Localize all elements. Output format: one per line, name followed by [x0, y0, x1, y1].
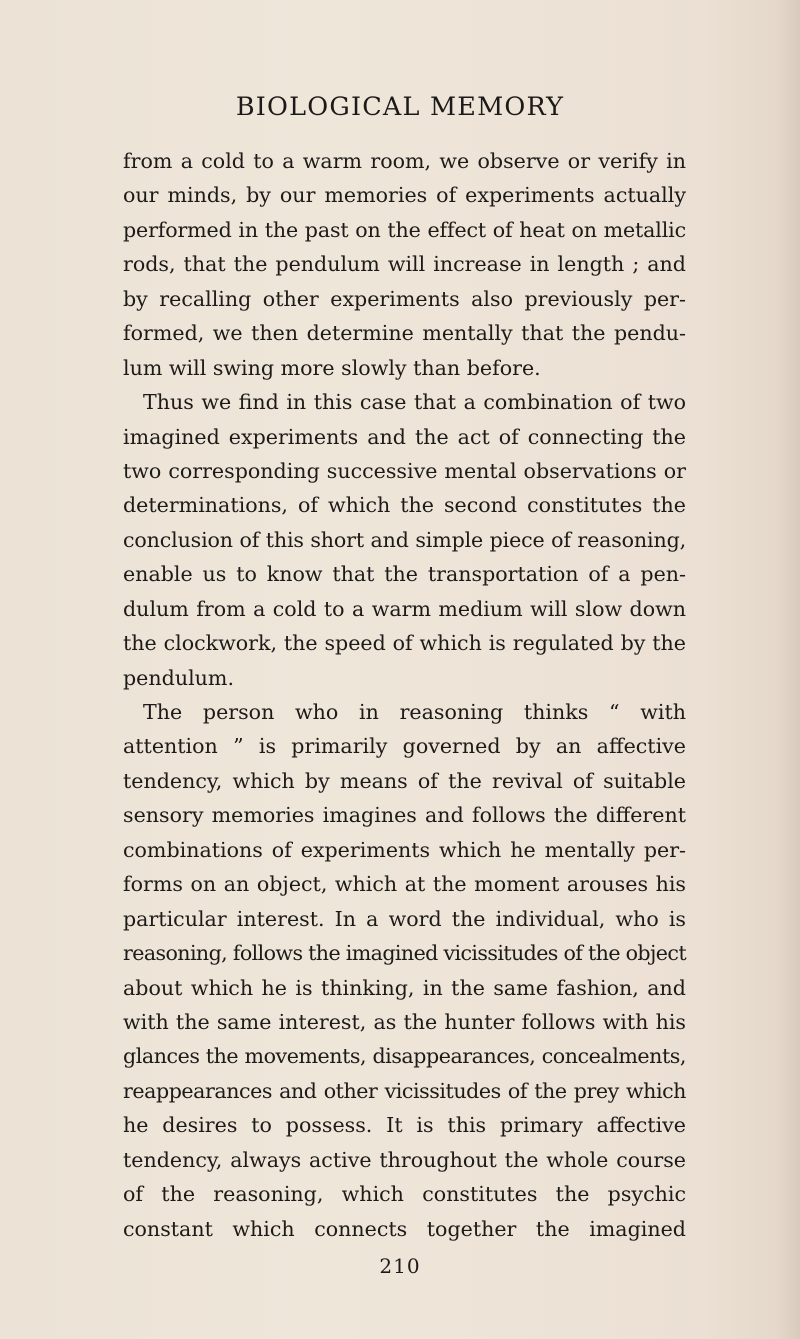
text-line: Thus we find in this case that a combination of two [143, 390, 686, 415]
text-line: forms on an object, which at the moment arouses his [123, 872, 686, 897]
text-line: dulum from a cold to a warm medium will slow down [123, 596, 686, 621]
body-text [123, 144, 686, 1246]
text-line: reasoning, follows the imagined vicissitudes of the object [123, 941, 686, 966]
text-line: formed, we then determine mentally that the pendu- [123, 321, 686, 346]
text-line: the clockwork, the speed of which is regulated by the [123, 631, 686, 656]
text-line: combinations of experiments which he mentally per- [123, 837, 686, 862]
text-line: lum will swing more slowly than before. [123, 355, 541, 380]
page-edge-shadow [778, 0, 800, 1339]
page-number: 210 [379, 1254, 421, 1278]
text-line: enable us to know that the transportation of a pen- [123, 562, 686, 587]
text-line: constant which connects together the imagined [123, 1216, 686, 1241]
text-line: performed in the past on the effect of heat on metallic [123, 217, 686, 242]
text-line: sensory memories imagines and follows the different [123, 803, 686, 828]
text-line: our minds, by our memories of experiments actually [123, 183, 686, 208]
text-line: The person who in reasoning thinks “ with [143, 700, 686, 724]
text-line: by recalling other experiments also previously per- [123, 286, 686, 311]
text-line: rods, that the pendulum will increase in length ; and [123, 252, 686, 277]
text-line: he desires to possess. It is this primary affective [123, 1113, 686, 1138]
text-line: imagined experiments and the act of connecting the [123, 424, 686, 449]
text-line: glances the movements, disappearances, concealments, [123, 1044, 686, 1069]
text-line: two corresponding successive mental observations or [123, 458, 686, 483]
text-line: tendency, which by means of the revival of suitable [123, 768, 686, 793]
running-head: BIOLOGICAL MEMORY [235, 92, 565, 122]
text-line: from a cold to a warm room, we observe or verify in [123, 149, 686, 173]
text-line: determinations, of which the second constitutes the [123, 493, 686, 518]
text-line: about which he is thinking, in the same fashion, and [123, 975, 686, 1000]
text-line: reappearances and other vicissitudes of the prey which [123, 1078, 686, 1103]
text-line: of the reasoning, which constitutes the psychic [123, 1182, 686, 1207]
text-line: attention ” is primarily governed by an affective [123, 734, 686, 759]
text-line: with the same interest, as the hunter follows with his [123, 1009, 686, 1034]
text-line: pendulum. [123, 665, 235, 690]
text-line: particular interest. In a word the individual, who is [123, 906, 686, 931]
text-line: tendency, always active throughout the whole course [123, 1147, 686, 1172]
text-line: conclusion of this short and simple piece of reasoning, [123, 527, 686, 552]
